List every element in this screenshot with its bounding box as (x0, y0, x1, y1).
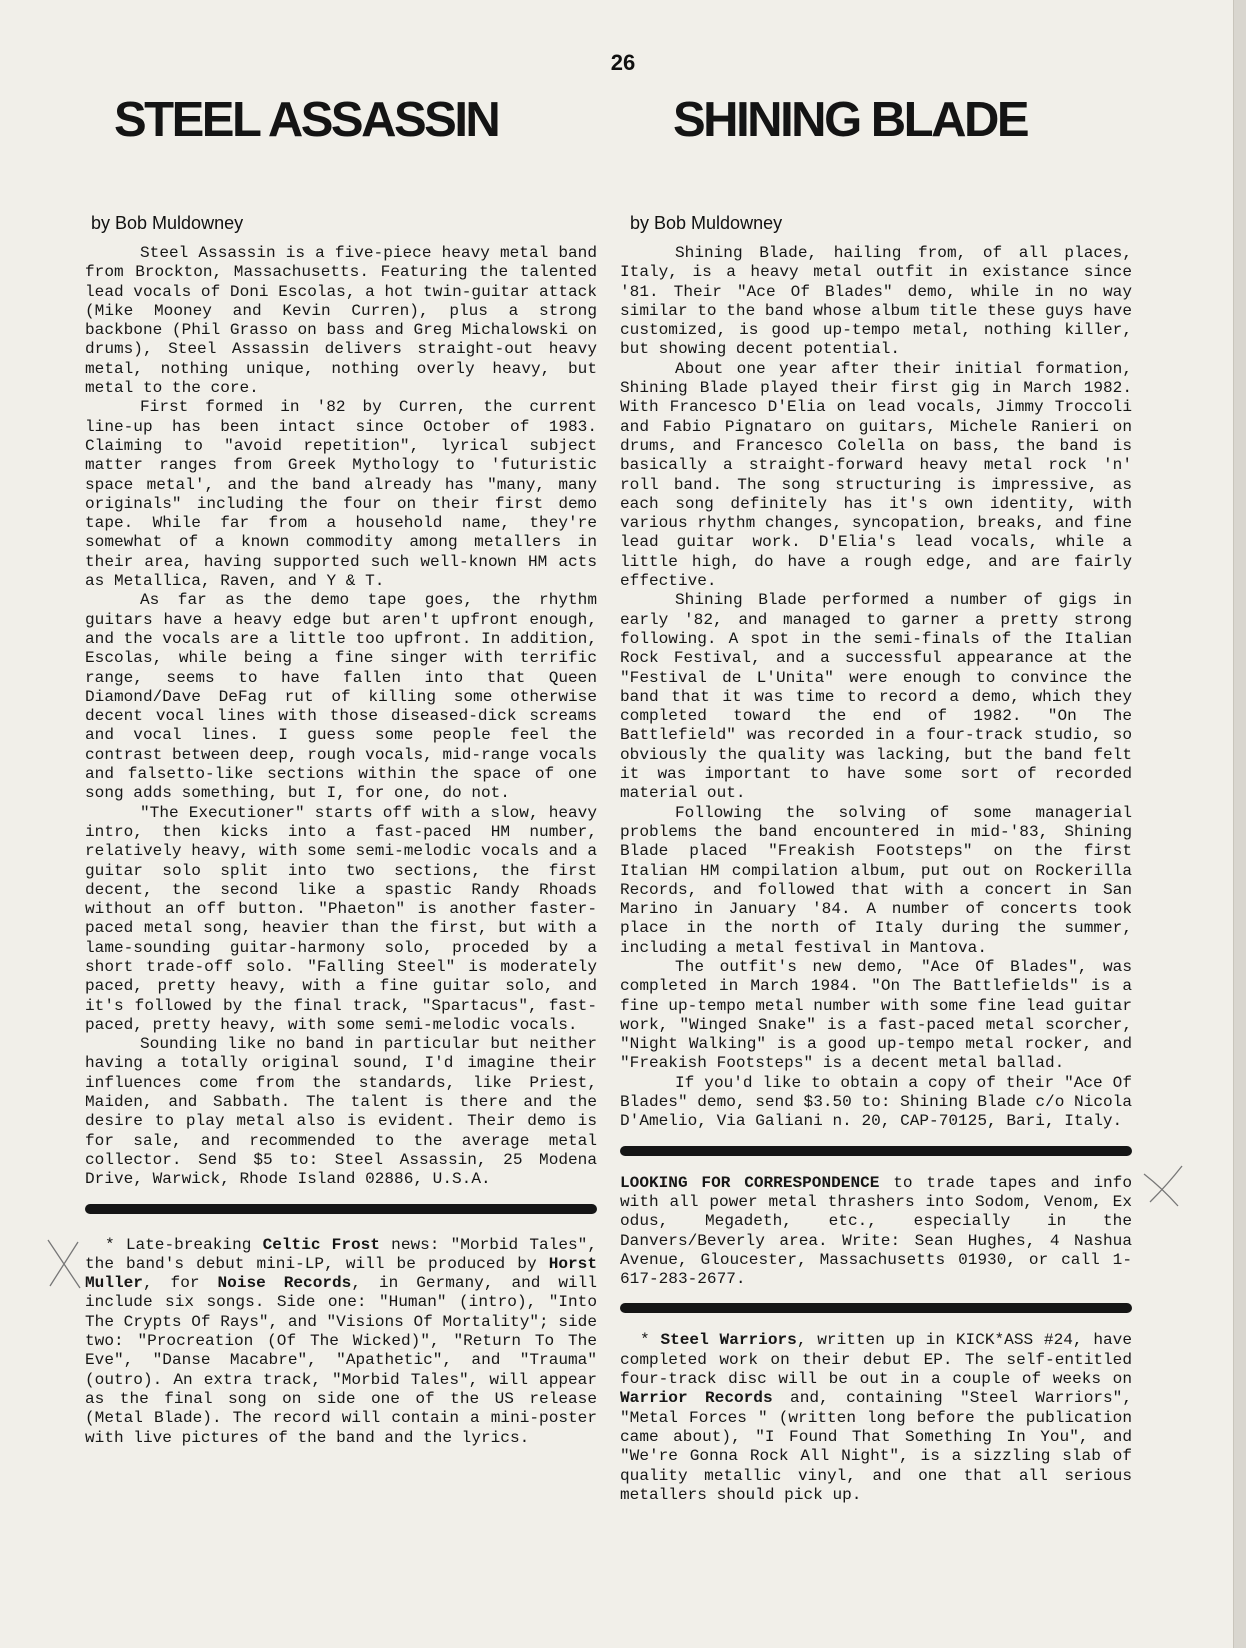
headline: STEEL ASSASSIN (114, 93, 499, 147)
divider-rule (620, 1303, 1132, 1313)
divider-rule (85, 1204, 597, 1214)
classified-heading: LOOKING FOR CORRESPONDENCE (620, 1173, 880, 1192)
headline: SHINING BLADE (673, 93, 1028, 147)
news-text: * Late-breaking (105, 1235, 263, 1254)
paragraph: About one year after their initial formation, Shining Blade played their first gig in March 1982. With Francesco D'Elia on lead vocals, Jimmy Troccoli and Fabio Pignataro on guitars, Michele Ranieri on drums, and Francesco Colella on bass, the band is basically a straight-forward heavy metal rock 'n' roll band. The song structuring is impressive, as each song definitely has it's own identity, with various rhythm changes, syncopation, breaks, and fine lead guitar work. D'Elia's lead vocals, while a little high, do have a rough edge, and are fairly effective. (620, 359, 1132, 591)
paragraph: First formed in '82 by Curren, the current line-up has been intact since October of 1983. Claiming to "avoid repetition", lyrical subject matter ranges from Greek Mythology to 'futuristic space metal', and the band already has "many, many originals" including the four on their first demo tape. While far from a household name, they're somewhat of a known commodity among metallers in their area, having supported such well-known HM acts as Metallica, Raven, and Y & T. (85, 398, 597, 591)
divider-rule (620, 1146, 1132, 1156)
paragraph: The outfit's new demo, "Ace Of Blades", was completed in March 1984. "On The Battlefields" is a fine up-tempo metal number with some fine lead guitar work, "Winged Snake" is a fast-paced metal scorcher, "Night Walking" is a good up-tempo metal rocker, and "Freakish Footsteps" is a decent metal ballad. (620, 957, 1132, 1073)
paragraph: If you'd like to obtain a copy of their "Ace Of Blades" demo, send $3.50 to: Shining Blade c/o Nicola D'Amelio, Via Galiani n. 20, CAP-70125, Bari, Italy. (620, 1073, 1132, 1131)
article-steel-assassin (85, 90, 597, 1448)
byline: by Bob Muldowney (630, 213, 783, 233)
page-edge (1233, 0, 1246, 1648)
news-bold: Celtic Frost (262, 1235, 380, 1254)
paragraph: Sounding like no band in particular but neither having a totally original sound, I'd imagine their influences come from the standards, like Priest, Maiden, and Sabbath. The talent is there and the desire to play metal also is evident. Their demo is for sale, and recommended to the average metal collector. Send $5 to: Steel Assassin, 25 Modena Drive, Warwick, Rhode Island 02886, U.S.A. (85, 1035, 597, 1189)
article-shining-blade (620, 90, 1132, 1505)
paragraph: As far as the demo tape goes, the rhythm guitars have a heavy edge but aren't upfront enough, and the vocals are a little too upfront. In addition, Escolas, while being a fine singer with terrific range, seems to have fallen into that Queen Diamond/Dave DeFag rut of killing some otherwise decent vocal lines with those diseased-dick screams and vocal lines. I guess some people feel the contrast between deep, rough vocals, mid-range vocals and falsetto-like sections within the space of one song adds something, but I, for one, do not. (85, 591, 597, 803)
paragraph: Steel Assassin is a five-piece heavy metal band from Brockton, Massachusetts. Featuring the talented lead vocals of Doni Escolas, a hot twin-guitar attack (Mike Mooney and Kevin Curren), plus a strong backbone (Phil Grasso on bass and Greg Michalowski on drums), Steel Assassin delivers straight-out heavy metal, nothing unique, nothing overly heavy, but metal to the core. (85, 244, 597, 398)
news-text: and, containing "Steel Warriors", "Metal Forces " (written long before the publication came about), "I Found That Something In You", and "We're Gonna Rock All Night", is a sizzling slab of quality metallic vinyl, and one that all serious metallers should pick up. (620, 1389, 1132, 1504)
news-bold: Horst Muller (85, 1254, 597, 1293)
classified-ad (620, 1174, 1132, 1290)
paragraph: Shining Blade performed a number of gigs in early '82, and managed to garner a pretty strong following. A spot in the semi-finals of the Italian Rock Festival, and a successful appearance at the "Festival de L'Unita" were enough to convince the band that it was time to record a demo, which they completed toward the end of 1982. "On The Battlefield" was recorded in a four-track studio, so obviously the quality was lacking, but the band felt it was important to have some sort of recorded material out. (620, 591, 1132, 803)
classified-text: to trade tapes and info with all power metal thrashers into Sodom, Venom, Ex odus, Megadeth, etc., especially in the Danvers/Beverly area. Write: Sean Hughes, 4 Nashua Avenue, Gloucester, Massachusetts 01930, or call 1-617-283-2677. (620, 1173, 1132, 1289)
news-text: , in Germany, and will include six songs. Side one: "Human" (intro), "Into The Crypts Of Rays", and "Visions Of Mortality"; side two: "Procreation (Of The Wicked)", "Return To The Eve", "Danse Macabre", "Apathetic", and "Trauma" (outro). An extra track, "Morbid Tales", will appear as the final song on side one of the US release (Metal Blade). The record will contain a mini-poster with live pictures of the band and the lyrics. (85, 1274, 598, 1447)
byline: by Bob Muldowney (91, 213, 244, 233)
news-text: , for (142, 1274, 218, 1293)
page-number: 26 (610, 50, 636, 75)
pencil-x-mark-right (1142, 1162, 1188, 1208)
paragraph: "The Executioner" starts off with a slow, heavy intro, then kicks into a fast-paced HM number, relatively heavy, with some semi-melodic vocals and a guitar solo split into two sections, the first decent, the second like a spastic Randy Rhoads without an off button. "Phaeton" is another faster-paced metal song, heavier than the first, but with a lame-sounding guitar-harmony solo, proceded by a short trade-off solo. "Falling Steel" is moderately paced, pretty heavy, with a fine guitar solo, and it's followed by the final track, "Spartacus", fast-paced, pretty heavy, with some semi-melodic vocals. (85, 803, 597, 1034)
news-text: * (640, 1331, 661, 1350)
news-text: , written up in KICK*ASS #24, have completed work on their debut EP. The self-entitled four-track disc will be out in a couple of weeks on (620, 1331, 1132, 1389)
news-bold: Warrior Records (620, 1389, 773, 1408)
paragraph: Shining Blade, hailing from, of all places, Italy, is a heavy metal outfit in existance since '81. Their "Ace Of Blades" demo, while in no way similar to the band whose album title these guys have customized, is good up-tempo metal, nothing killer, but showing decent potential. (620, 244, 1132, 359)
news-bold: Noise Records (217, 1274, 352, 1293)
pencil-x-mark-left (44, 1236, 84, 1292)
news-celtic-frost (85, 1236, 597, 1448)
paragraph: Following the solving of some managerial problems the band encountered in mid-'83, Shining Blade placed "Freakish Footsteps" on the first Italian HM compilation album, put out on Rockerilla Records, and followed that with a concert in San Marino in January '84. A number of concerts took place in the north of Italy during the summer, including a metal festival in Mantova. (620, 803, 1132, 957)
news-text: news: "Morbid Tales", the band's debut mini-LP, will be produced by (85, 1235, 597, 1273)
news-bold: Steel Warriors (660, 1331, 797, 1350)
news-steel-warriors (620, 1331, 1132, 1505)
